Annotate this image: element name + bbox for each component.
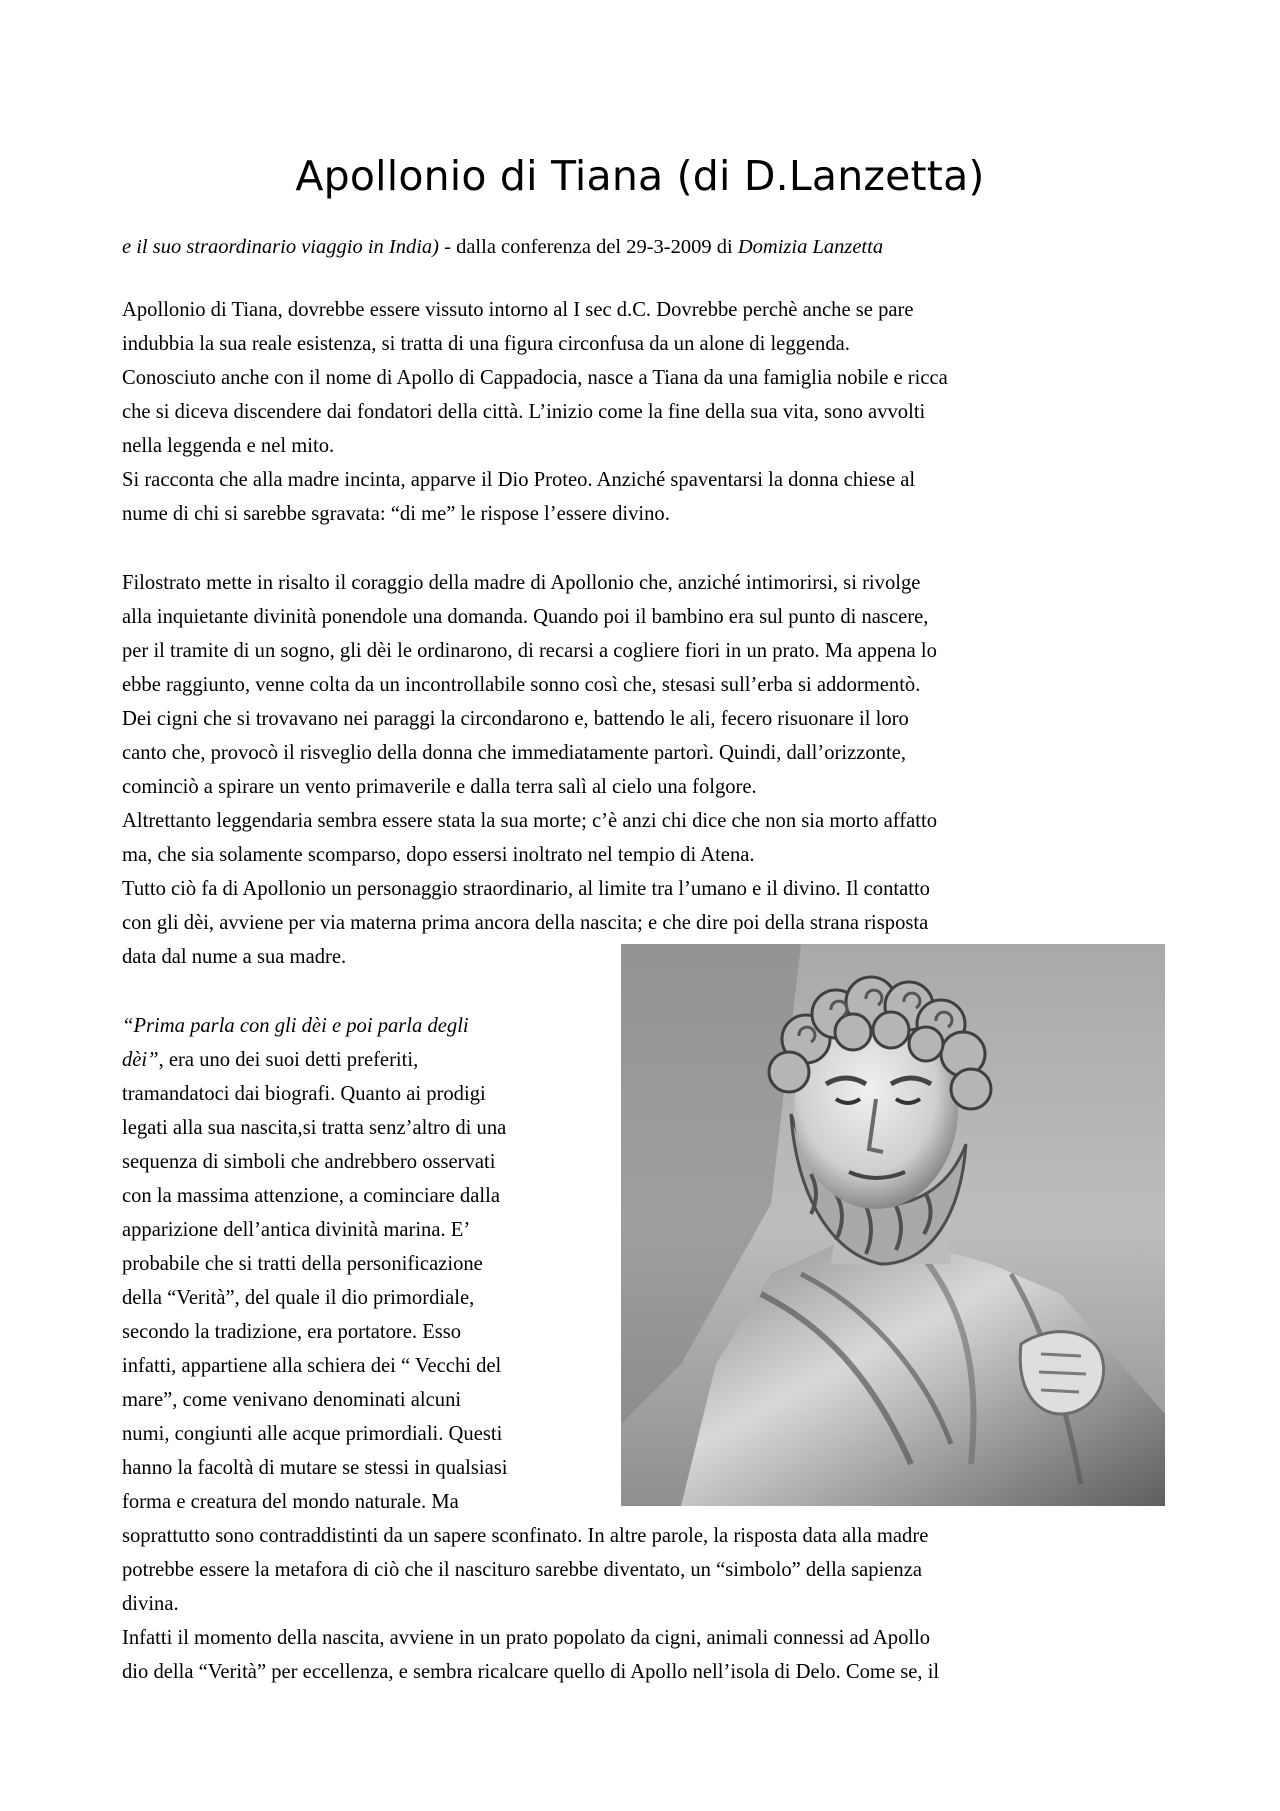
text-line: Altrettanto leggendaria sembra essere stata la sua morte; c’è anzi chi dice che non sia morto affatto [122, 810, 938, 832]
text-line: forma e creatura del mondo naturale. Ma [122, 1491, 459, 1513]
text-line: Si racconta che alla madre incinta, apparve il Dio Proteo. Anziché spaventarsi la donna chiese al [122, 469, 916, 491]
text-line: Tutto ciò fa di Apollonio un personaggio straordinario, al limite tra l’umano e il divino. Il contatto [122, 878, 930, 900]
paragraph-1 [122, 293, 1172, 531]
text-line: probabile che si tratti della personificazione [122, 1253, 483, 1275]
quote-continuation: , era uno dei suoi detti preferiti, [158, 1049, 419, 1071]
text-line: con gli dèi, avviene per via materna prima ancora della nascita; e che dire poi della strana risposta [122, 912, 929, 934]
document-title: Apollonio di Tiana (di D.Lanzetta) [295, 152, 985, 200]
text-line: data dal nume a sua madre. [122, 946, 347, 968]
text-line: dio della “Verità” per eccellenza, e sembra ricalcare quello di Apollo nell’isola di Delo. Come se, il [122, 1661, 940, 1683]
text-line: Dei cigni che si trovavano nei paraggi la circondarono e, battendo le ali, fecero risuonare il loro [122, 708, 909, 730]
text-line: canto che, provocò il risveglio della donna che immediatamente partorì. Quindi, dall’orizzonte, [122, 742, 907, 764]
subtitle-italic: e il suo straordinario viaggio in India) [122, 236, 439, 258]
bust-photo [621, 944, 1165, 1506]
bust-illustration [621, 944, 1165, 1506]
text-line: nume di chi si sarebbe sgravata: “di me” le rispose l’essere divino. [122, 503, 670, 525]
text-line: che si diceva discendere dai fondatori della città. L’inizio come la fine della sua vita, sono avvolti [122, 401, 926, 423]
text-line [122, 1009, 612, 1043]
text-line: ma, che sia solamente scomparso, dopo essersi inoltrato nel tempio di Atena. [122, 844, 755, 866]
paragraph-2 [122, 566, 1172, 974]
text-line: hanno la facoltà di mutare se stessi in qualsiasi [122, 1457, 508, 1479]
text-line: apparizione dell’antica divinità marina. E’ [122, 1219, 471, 1241]
paragraph-3-full [122, 1519, 1172, 1689]
text-line: divina. [122, 1593, 179, 1615]
text-line: con la massima attenzione, a cominciare dalla [122, 1185, 500, 1207]
subtitle-middle: - dalla conferenza del 29-3-2009 di [439, 236, 738, 258]
text-line [122, 1043, 612, 1077]
text-line: cominciò a spirare un vento primaverile e dalla terra salì al cielo una folgore. [122, 776, 757, 798]
text-line: infatti, appartiene alla schiera dei “ Vecchi del [122, 1355, 502, 1377]
text-line: della “Verità”, del quale il dio primordiale, [122, 1287, 475, 1309]
text-line: soprattutto sono contraddistinti da un sapere sconfinato. In altre parole, la risposta data alla madre [122, 1525, 929, 1547]
text-line: Filostrato mette in risalto il coraggio della madre di Apollonio che, anziché intimorirsi, si rivolge [122, 572, 921, 594]
document-subtitle [122, 233, 1172, 261]
text-line: indubbia la sua reale esistenza, si tratta di una figura circonfusa da un alone di leggenda. [122, 333, 850, 355]
text-line: mare”, come venivano denominati alcuni [122, 1389, 462, 1411]
subtitle-author: Domizia Lanzetta [737, 236, 884, 258]
text-line: tramandatoci dai biografi. Quanto ai prodigi [122, 1083, 486, 1105]
text-line: legati alla sua nascita,si tratta senz’altro di una [122, 1117, 507, 1139]
text-line: alla inquietante divinità ponendole una domanda. Quando poi il bambino era sul punto di nascere, [122, 606, 929, 628]
text-line: Apollonio di Tiana, dovrebbe essere vissuto intorno al I sec d.C. Dovrebbe perchè anche se pare [122, 299, 914, 321]
text-line: Infatti il momento della nascita, avviene in un prato popolato da cigni, animali connessi ad Apollo [122, 1627, 931, 1649]
paragraph-3-wrapped [122, 1009, 612, 1519]
quote-line: “Prima parla con gli dèi e poi parla degli [122, 1015, 469, 1037]
text-line: ebbe raggiunto, venne colta da un incontrollabile sonno così che, stesasi sull’erba si addormentò. [122, 674, 921, 696]
text-line: per il tramite di un sogno, gli dèi le ordinarono, di recarsi a cogliere fiori in un prato. Ma appena lo [122, 640, 937, 662]
text-line: nella leggenda e nel mito. [122, 435, 335, 457]
quote-end: dèi” [122, 1049, 159, 1071]
text-line: secondo la tradizione, era portatore. Esso [122, 1321, 462, 1343]
text-line: numi, congiunti alle acque primordiali. Questi [122, 1423, 503, 1445]
text-line: potrebbe essere la metafora di ciò che il nascituro sarebbe diventato, un “simbolo” della sapienza [122, 1559, 922, 1581]
text-line: sequenza di simboli che andrebbero osservati [122, 1151, 496, 1173]
text-line: Conosciuto anche con il nome di Apollo di Cappadocia, nasce a Tiana da una famiglia nobile e ricca [122, 367, 948, 389]
